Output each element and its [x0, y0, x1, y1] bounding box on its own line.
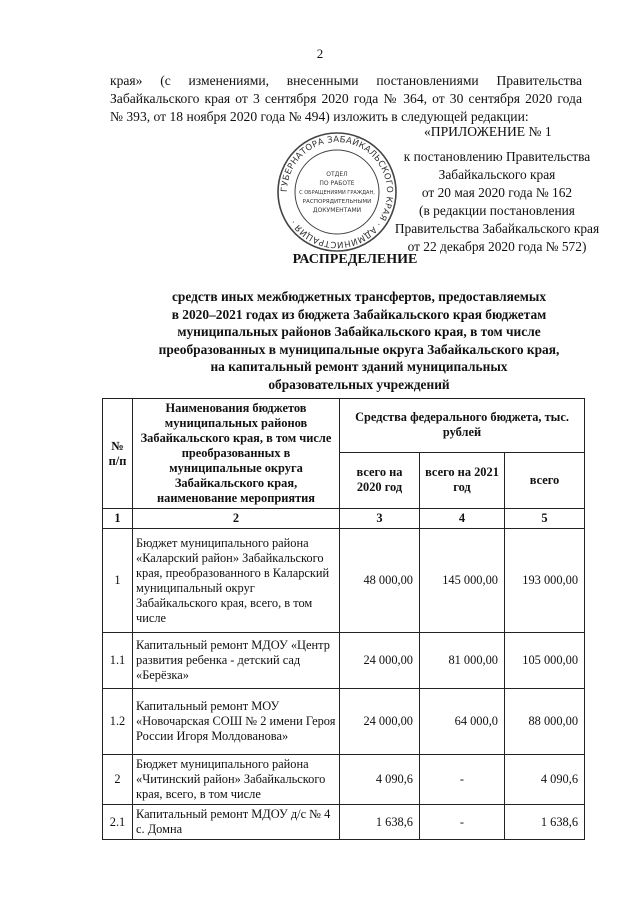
- table-row: [103, 805, 585, 840]
- stamp-line: ДОКУМЕНТАМИ: [312, 207, 362, 214]
- row-2021: 64 000,0: [420, 689, 505, 755]
- row-num: 1.2: [103, 689, 133, 755]
- document-title: РАСПРЕДЕЛЕНИЕ: [292, 252, 418, 267]
- header-total: всего: [505, 452, 585, 508]
- intro-line: № 393, от 18 ноября 2020 года № 494) изложить в следующей редакции:: [110, 109, 529, 124]
- subtitle-line: в 2020–2021 годах из бюджета Забайкальского края бюджетам: [171, 306, 547, 322]
- row-total: 193 000,00: [505, 529, 585, 633]
- stamp-line: ПО РАБОТЕ: [319, 180, 355, 187]
- row-total: 1 638,6: [505, 805, 585, 840]
- stamp-line: ОТДЕЛ: [326, 171, 348, 178]
- header-federal: Средства федерального бюджета, тыс. рублей: [340, 399, 585, 453]
- intro-line: края» (с изменениями, внесенными постановлениями Правительства: [110, 73, 582, 88]
- header-2020: всего на 2020 год: [340, 452, 420, 508]
- col-number: 3: [340, 509, 420, 529]
- table-row: [103, 755, 585, 805]
- row-num: 1: [103, 529, 133, 633]
- header-2021: всего на 2021 год: [420, 452, 505, 508]
- col-number: 4: [420, 509, 505, 529]
- attachment-line: (в редакции постановления: [419, 203, 575, 218]
- table-row: [103, 689, 585, 755]
- stamp-line: С ОБРАЩЕНИЯМИ ГРАЖДАН,: [299, 190, 375, 196]
- row-2021: 81 000,00: [420, 633, 505, 689]
- row-name: Бюджет муниципального района «Читинский район» Забайкальского края, всего, в том числе: [133, 755, 340, 805]
- appendix-label: «ПРИЛОЖЕНИЕ № 1: [424, 124, 552, 139]
- stamp-line: РАСПОРЯДИТЕЛЬНЫМИ: [302, 199, 372, 205]
- document-subtitle: [0, 288, 640, 393]
- row-2020: 48 000,00: [340, 529, 420, 633]
- row-2021: -: [420, 755, 505, 805]
- row-2020: 1 638,6: [340, 805, 420, 840]
- stamp-ring-text: ГУБЕРНАТОРА ЗАБАЙКАЛЬСКОГО КРАЯ · АДМИНИСТРАЦИЯ ·: [279, 134, 395, 250]
- row-name: Капитальный ремонт МОУ «Новочарская СОШ № 2 имени Героя России Игоря Молдованова»: [133, 689, 340, 755]
- row-total: 88 000,00: [505, 689, 585, 755]
- attachment-line: от 20 мая 2020 года № 162: [421, 185, 573, 200]
- table-row: [103, 529, 585, 633]
- subtitle-line: на капитальный ремонт зданий муниципальных: [210, 359, 508, 374]
- header-num: № п/п: [103, 399, 133, 509]
- subtitle-line: образовательных учреждений: [268, 376, 450, 392]
- row-2020: 4 090,6: [340, 755, 420, 805]
- column-number-row: [103, 509, 585, 529]
- intro-line: Забайкальского края от 3 сентября 2020 года № 364, от 30 сентября 2020 года: [110, 91, 582, 106]
- row-num: 2: [103, 755, 133, 805]
- attachment-line: Правительства Забайкальского края: [394, 221, 600, 236]
- row-num: 2.1: [103, 805, 133, 840]
- row-2020: 24 000,00: [340, 689, 420, 755]
- attachment-line: к постановлению Правительства: [403, 149, 591, 164]
- attachment-line: от 22 декабря 2020 года № 572): [407, 239, 587, 254]
- row-2021: -: [420, 805, 505, 840]
- table-row: [103, 633, 585, 689]
- row-total: 105 000,00: [505, 633, 585, 689]
- distribution-table: [102, 398, 585, 840]
- header-name: Наименования бюджетов муниципальных районов Забайкальского края, в том числе преобразованных в муниципальные округа Забайкальского края, наименование мероприятия: [133, 399, 340, 509]
- attachment-line: Забайкальского края: [438, 167, 556, 182]
- subtitle-line: средств иных межбюджетных трансфертов, предоставляемых: [171, 289, 547, 304]
- intro-paragraph: [110, 72, 582, 126]
- col-number: 2: [133, 509, 340, 529]
- col-number: 1: [103, 509, 133, 529]
- page-number: 2: [316, 46, 324, 61]
- subtitle-line: муниципальных районов Забайкальского края, в том числе: [177, 324, 541, 339]
- attachment-block: [382, 148, 612, 256]
- row-name: Капитальный ремонт МДОУ д/с № 4 с. Домна: [133, 805, 340, 840]
- row-num: 1.1: [103, 633, 133, 689]
- col-number: 5: [505, 509, 585, 529]
- row-2020: 24 000,00: [340, 633, 420, 689]
- subtitle-line: преобразованных в муниципальные округа Забайкальского края,: [158, 341, 560, 357]
- row-name: Капитальный ремонт МДОУ «Центр развития ребенка - детский сад «Берёзка»: [133, 633, 340, 689]
- official-stamp: [275, 130, 399, 254]
- row-2021: 145 000,00: [420, 529, 505, 633]
- row-name: Бюджет муниципального района «Каларский район» Забайкальского края, преобразованного в Каларский муниципальный округ Забайкальского края, всего, в том числе: [133, 529, 340, 633]
- row-total: 4 090,6: [505, 755, 585, 805]
